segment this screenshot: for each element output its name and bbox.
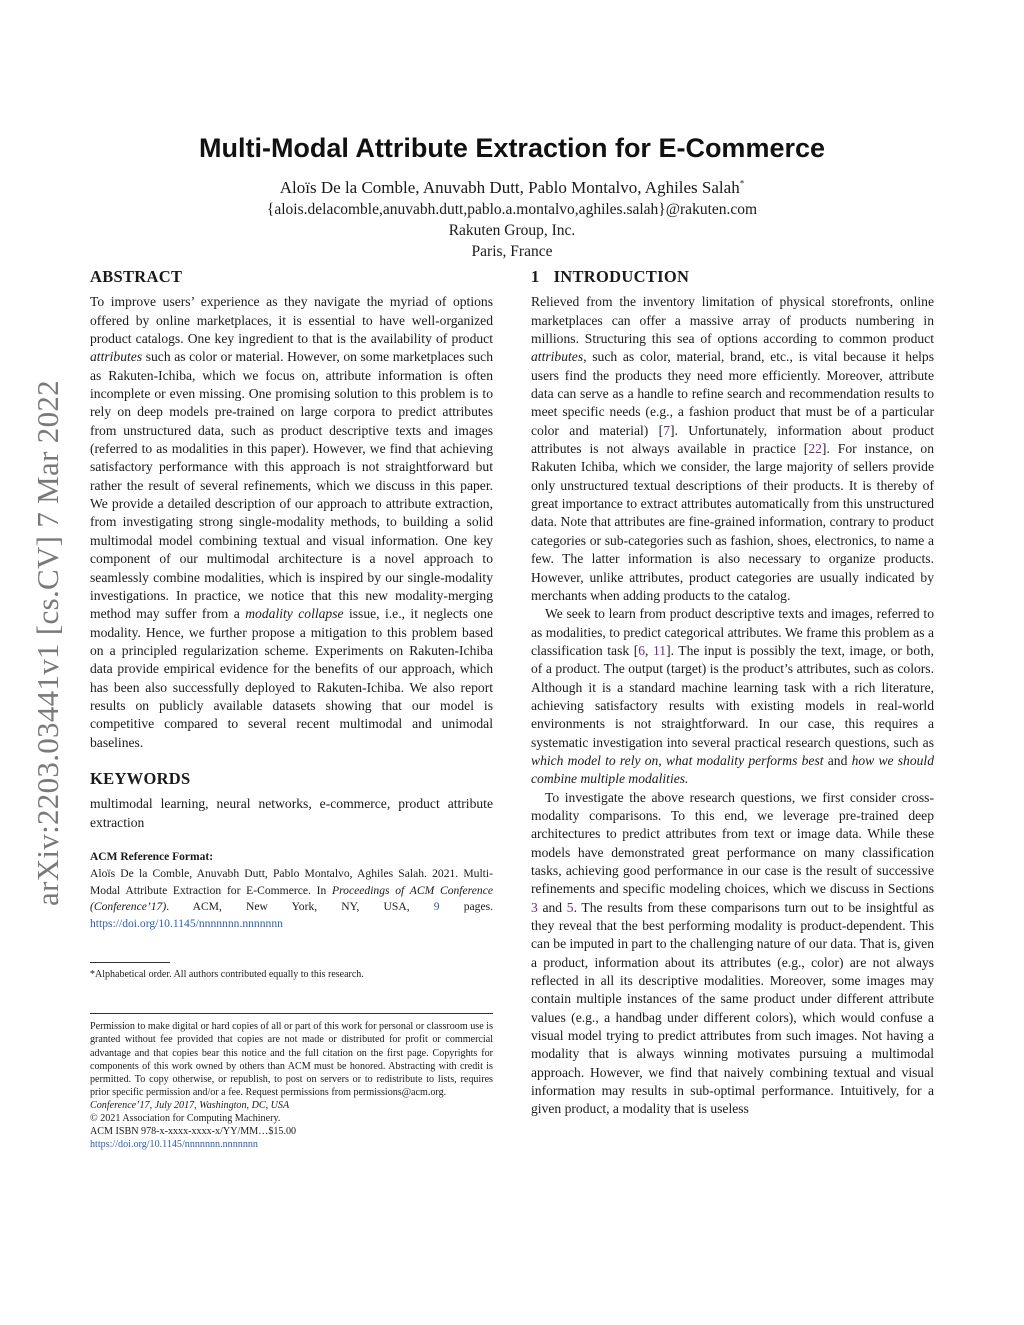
author-emails: {alois.delacomble,anuvabh.dutt,pablo.a.montalvo,aghiles.salah}@rakuten.com [266, 201, 758, 218]
author-footnote: *Alphabetical order. All authors contributed equally to this research. [90, 969, 364, 981]
conference-info: Conference’17, July 2017, Washington, DC, USA [90, 1099, 290, 1111]
author-organization: Rakuten Group, Inc. [448, 222, 576, 239]
abstract-text: To improve users’ experience as they navigate the myriad of options offered by online marketplaces, it is essential to have well-organized product catalogs. One key ingredient to that is the availability of product attributes such as color or material. However, on some marketplaces such as Rakuten-Ichiba, which we focus on, attribute information is often incomplete or even missing. One promising solution to this problem is to rely on deep models pre-trained on large corpora to predict attributes from unstructured data, such as product descriptive texts and images (referred to as modalities in this paper). However, we find that achieving satisfactory performance with this approach is not straightforward but rather the result of several refinements, which we discuss in this paper. We provide a detailed description of our approach to attribute extraction, from investigating strong single-modality methods, to building a solid multimodal model combining textual and visual information. One key component of our multimodal architecture is a novel approach to seamlessly combine modalities, which is inspired by our single-modality investigations. In practice, we notice that this new modality-merging method may suffer from a modality collapse issue, i.e., it neglects one modality. Hence, we further propose a mitigation to this problem based on a principled regularization scheme. Experiments on Rakuten-Ichiba data provide empirical evidence for the benefits of our approach, which has been also successfully deployed to Rakuten-Ichiba. We also report results on publicly available datasets showing that our model is competitive compared to several recent multimodal and unimodal baselines. [90, 294, 493, 750]
keywords-text: multimodal learning, neural networks, e-commerce, product attribute extraction [90, 796, 493, 830]
doi-link[interactable]: https://doi.org/10.1145/nnnnnnn.nnnnnnn [90, 916, 283, 930]
section-ref-3[interactable]: 3 [531, 899, 538, 915]
intro-paragraph-3: To investigate the above research questions, we first consider cross-modality comparisons. To this end, we leverage pre-trained deep architectures to predict attributes from text or image data. While these models have demonstrated great performance on many classification tasks, achieving good performance in our case is the result of successive refinements and specific modeling choices, which we discuss in Sections 3 and 5. The results from these comparisons turn out to be insightful as they reveal that the best performing modality is product-dependent. This can be imputed in part to the challenging nature of our data. That is, given a product, information about its attributes (e.g., color) are not always reflected in all its descriptive modalities. Moreover, some images may contain multiple instances of the same product under different attribute values (e.g., a handbag under different colors), which would confuse a visual model trying to predict attributes from such images. Not having a modality that is always winning motivates pursuing a multimodal approach. However, we find that naively combining textual and visual information may results in sub-optimal performance. Intuitively, for a given product, a modality that is useless [531, 789, 934, 1117]
abstract-heading: ABSTRACT [90, 267, 183, 286]
paper-header [90, 133, 934, 261]
permission-doi-link[interactable]: https://doi.org/10.1145/nnnnnnn.nnnnnnn [90, 1139, 258, 1151]
keywords-heading: KEYWORDS [90, 768, 191, 788]
citation-7[interactable]: 7 [663, 422, 670, 438]
permission-divider [90, 1013, 493, 1014]
intro-paragraph-1: Relieved from the inventory limitation of physical storefronts, online marketplaces can offer a massive array of products numbering in millions. Structuring this sea of options according to common product attributes, such as color, material, brand, etc., is vital because it helps users find the products they need more efficiently. Moreover, attribute data can serve as a handle to refine search and recommendation results to meet specific needs (e.g., a fashion product that must be of a particular color and material) [7]. Unfortunately, information about product attributes is not always available in practice [22]. For instance, on Rakuten Ichiba, which we consider, the large majority of sellers provide only unstructured textual descriptions of their products. It is thereby of great importance to extract attributes automatically from this unstructured data. Note that attributes are fine-grained information, contrary to product categories or sub-categories such as fashion, shoes, electronics, to name a few. The latter information is also necessary to organize products. However, unlike attributes, product categories are usually indicated by merchants when adding products to the catalog. [531, 294, 934, 603]
permission-text: Permission to make digital or hard copies of all or part of this work for personal or classroom use is granted without fee provided that copies are not made or distributed for profit or commercial advantage and that copies bear this notice and the full citation on the first page. Copyrights for components of this work owned by others than ACM must be honored. Abstracting with credit is permitted. To copy otherwise, or republish, to post on servers or to redistribute to lists, requires prior specific permission and/or a fee. Request permissions from permissions@acm.org. [90, 1021, 493, 1098]
author-location: Paris, France [471, 243, 553, 260]
section-ref-5[interactable]: 5 [566, 899, 574, 915]
permission-notice [90, 1020, 493, 1151]
author-footnote-mark: * [739, 178, 745, 189]
page-count-link[interactable]: 9 [433, 900, 440, 914]
acm-reference-heading: ACM Reference Format: [90, 850, 214, 863]
isbn-line: ACM ISBN 978-x-xxxx-xxxx-x/YY/MM…$15.00 [90, 1126, 297, 1138]
citation-22[interactable]: 22 [808, 441, 822, 457]
citation-6[interactable]: 6 [638, 642, 646, 658]
section-number: 1 [531, 267, 540, 286]
acm-reference-text: Aloïs De la Comble, Anuvabh Dutt, Pablo Montalvo, Aghiles Salah. 2021. Multi-Modal Attribute Extraction for E-Commerce. In Proceedings of ACM Conference (Conference’17). ACM, New York, NY, USA, 9 pages. https://doi.org/10.1145/nnnnnnn.nnnnnnn [90, 867, 493, 930]
section-title: INTRODUCTION [553, 267, 690, 286]
arxiv-identifier: arXiv:2203.03441v1 [cs.CV] 7 Mar 2022 [30, 379, 65, 906]
copyright-notice: © 2021 Association for Computing Machinery. [90, 1112, 281, 1124]
arxiv-sidebar-stamp [28, 355, 68, 930]
author-list [90, 178, 934, 198]
introduction-heading [531, 268, 934, 286]
paper-title: Multi-Modal Attribute Extraction for E-Commerce [198, 133, 826, 163]
footnote-divider [90, 962, 170, 963]
right-column [531, 268, 934, 1119]
left-column [90, 268, 493, 1151]
citation-11[interactable]: 11 [652, 642, 667, 658]
intro-paragraph-2: We seek to learn from product descriptive texts and images, referred to as modalities, to predict categorical attributes. We frame this problem as a classification task [6, 11]. The input is possibly the text, image, or both, of a product. The output (target) is the product’s attributes, such as colors. Although it is a standard machine learning task with a rich literature, achieving satisfactory results with existing models in real-world environments is not straightforward. In our case, this requires a systematic investigation into several practical research questions, such as which model to rely on, what modality performs best and how we should combine multiple modalities. [531, 606, 935, 787]
author-names: Aloïs De la Comble, Anuvabh Dutt, Pablo Montalvo, Aghiles Salah [279, 178, 740, 197]
